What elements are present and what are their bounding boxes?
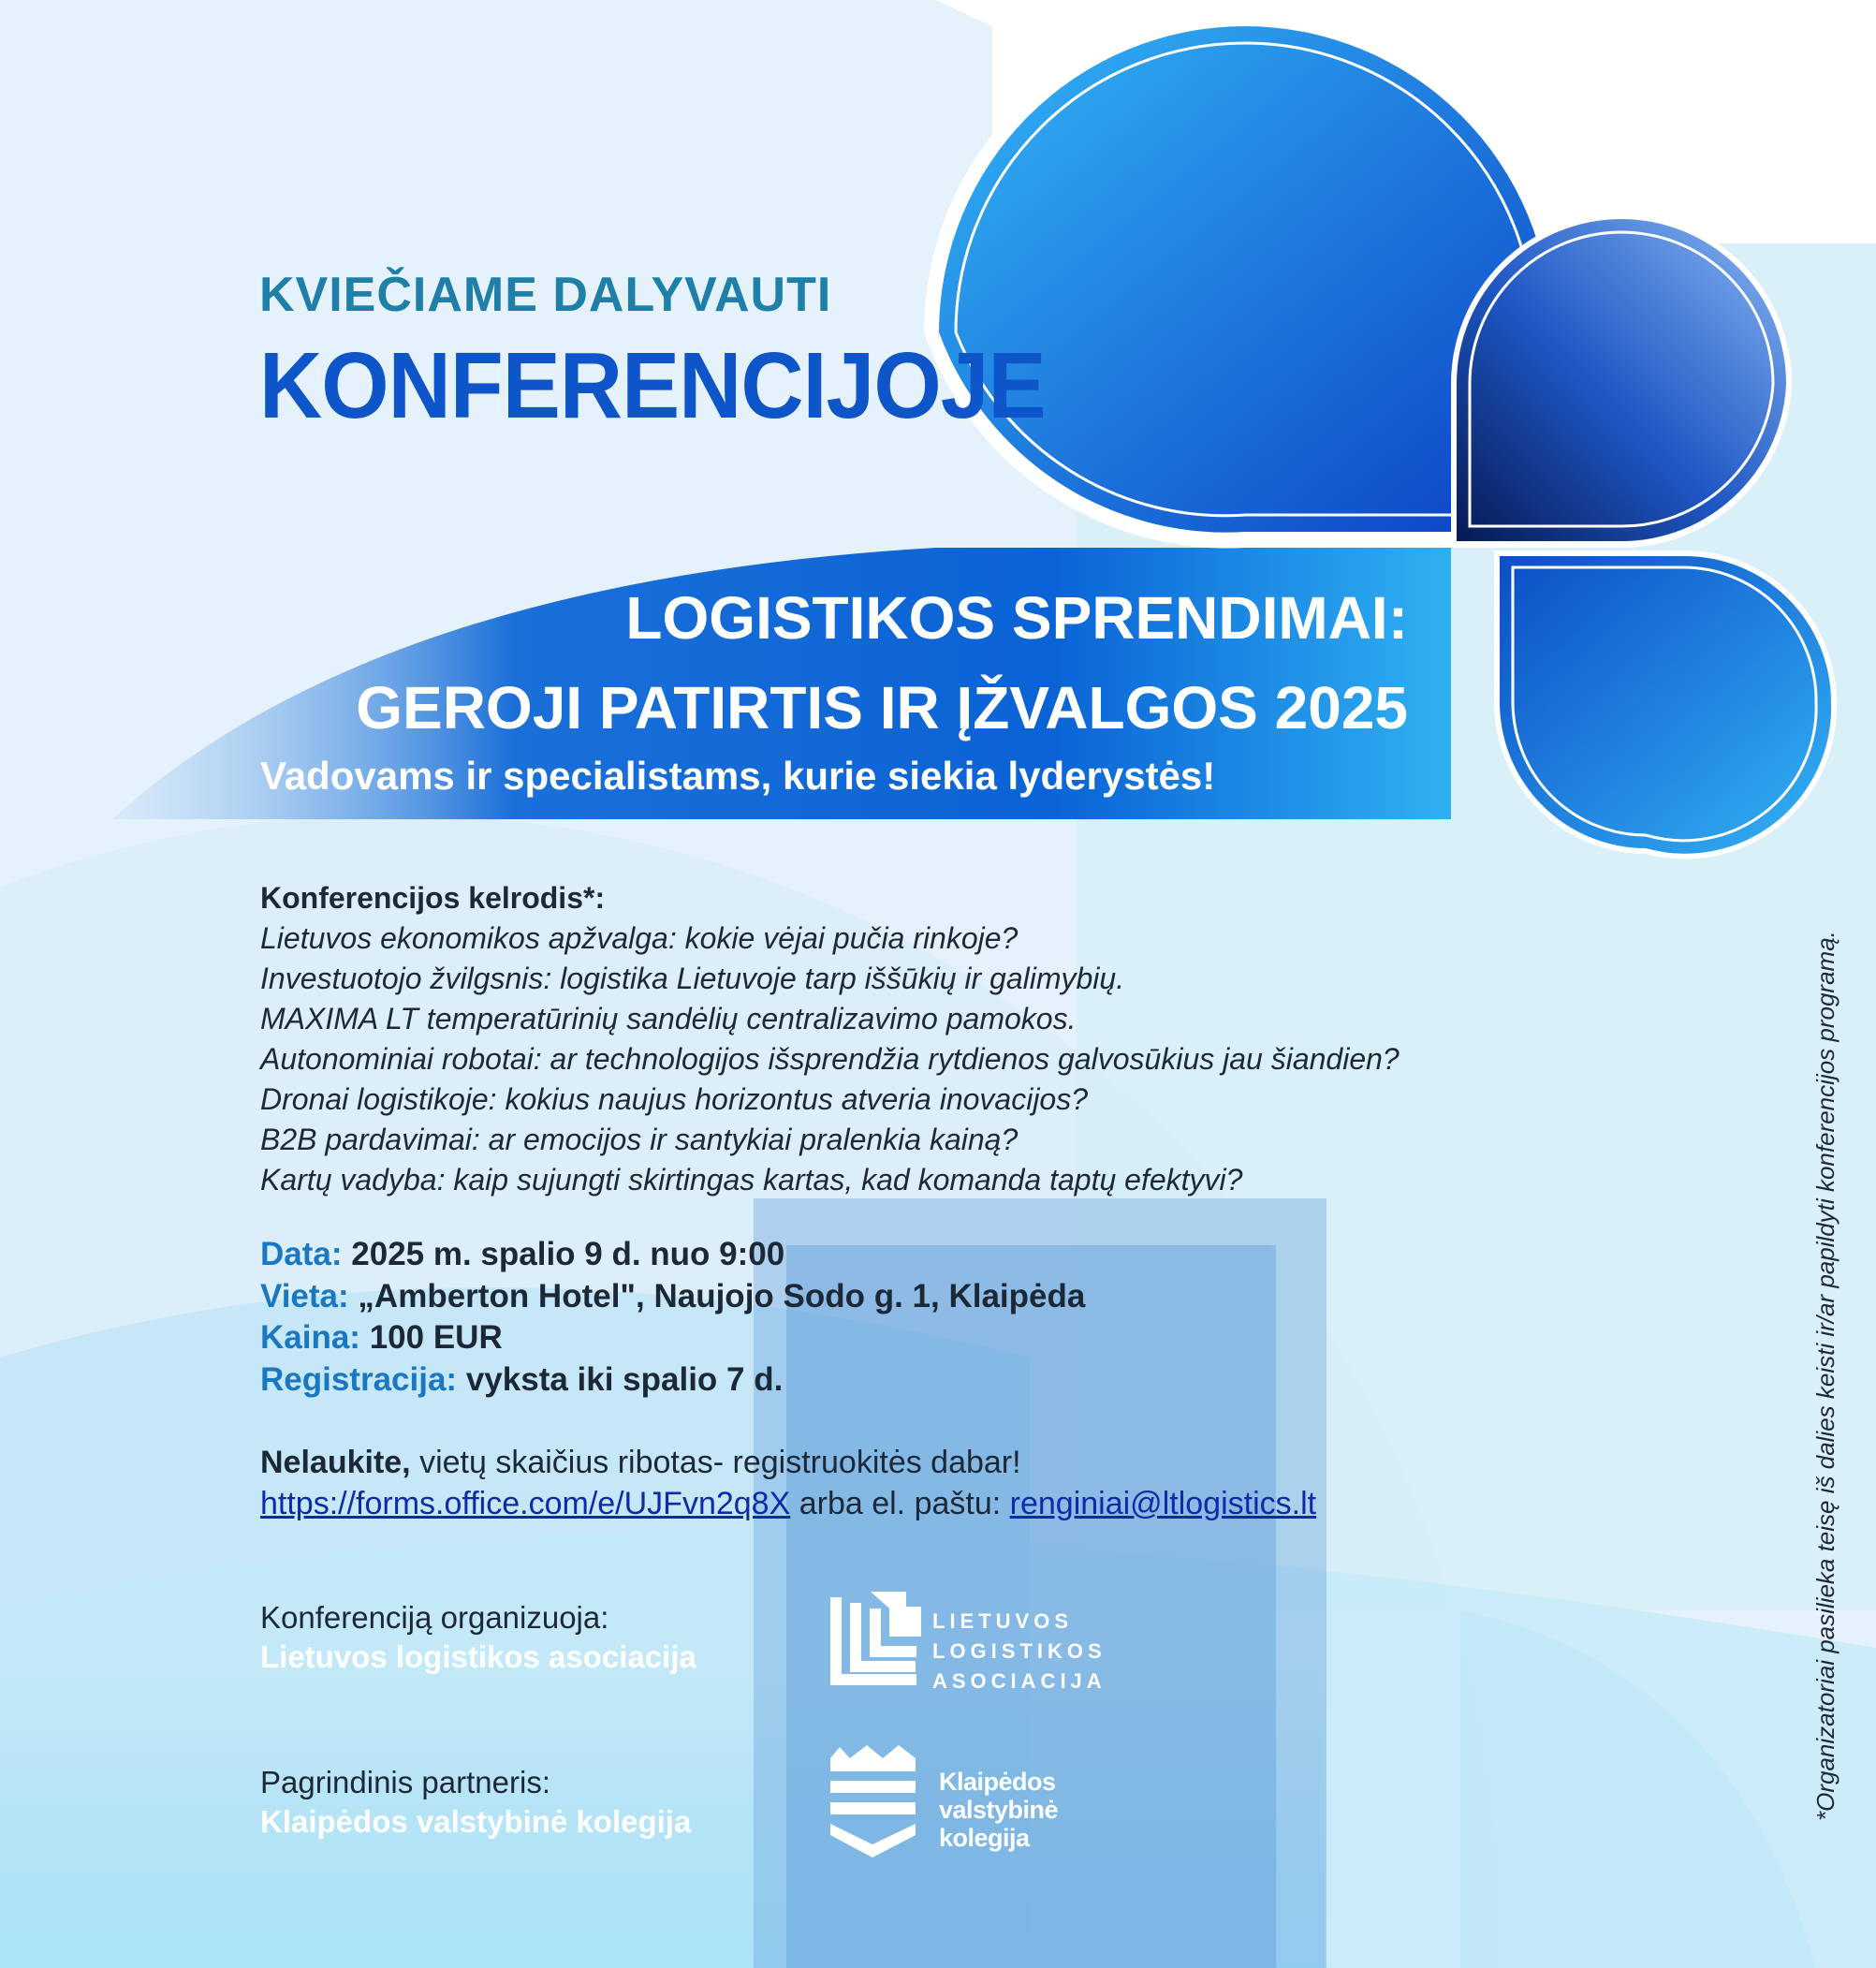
venue-row	[260, 1276, 1085, 1318]
registration-cta	[260, 1442, 1316, 1524]
banner-title-line1: LOGISTIKOS SPRENDIMAI:	[625, 584, 1408, 652]
registration-value: vyksta iki spalio 7 d.	[465, 1360, 784, 1398]
partner-block	[260, 1763, 691, 1842]
cta-line	[260, 1442, 1316, 1483]
price-label: Kaina:	[260, 1319, 360, 1356]
organizer-block	[260, 1598, 696, 1677]
registration-row	[260, 1359, 1085, 1402]
partner-label: Pagrindinis partneris:	[260, 1765, 550, 1799]
event-info	[260, 1234, 1085, 1401]
kvk-logo-text	[939, 1768, 1058, 1852]
date-label: Data:	[260, 1236, 343, 1272]
venue-label: Vieta:	[260, 1277, 349, 1314]
date-row	[260, 1234, 1085, 1276]
registration-form-link[interactable]: https://forms.office.com/e/UJFvn2q8X	[260, 1486, 791, 1521]
kvk-logo-line: Klaipėdos	[939, 1768, 1056, 1796]
email-link[interactable]: renginiai@ltlogistics.lt	[1009, 1486, 1317, 1521]
date-value: 2025 m. spalio 9 d. nuo 9:00	[351, 1236, 785, 1272]
lla-logo-line: LIETUVOS	[932, 1609, 1074, 1633]
conference-route	[260, 878, 1400, 1200]
route-item: Lietuvos ekonomikos apžvalga: kokie vėjai pučia rinkoje?	[260, 921, 1019, 955]
lla-logo-text	[932, 1607, 1107, 1696]
price-value: 100 EUR	[369, 1319, 503, 1356]
organizer-label: Konferenciją organizuoja:	[260, 1600, 609, 1635]
route-item: Dronai logistikoje: kokius naujus horizontus atveria inovacijos?	[260, 1082, 1089, 1116]
route-title: Konferencijos kelrodis*:	[260, 881, 606, 915]
invite-heading: KVIEČIAME DALYVAUTI	[259, 268, 832, 322]
lla-logo-line: LOGISTIKOS	[932, 1639, 1107, 1663]
lla-logo-line: ASOCIACIJA	[932, 1669, 1107, 1693]
venue-value: „Amberton Hotel", Naujojo Sodo g. 1, Klaipėda	[358, 1277, 1086, 1314]
kvk-logo-line: valstybinė	[939, 1796, 1059, 1824]
registration-label: Registracija:	[260, 1360, 458, 1398]
partner-name: Klaipėdos valstybinė kolegija	[260, 1804, 692, 1839]
route-item: Kartų vadyba: kaip sujungti skirtingas kartas, kad komanda taptų efektyvi?	[260, 1163, 1243, 1197]
cta-bold: Nelaukite,	[260, 1445, 411, 1480]
route-item: Autonominiai robotai: ar technologijos išsprendžia rytdienos galvosūkius jau šiandien?	[260, 1042, 1400, 1076]
conference-heading: KONFERENCIJOJE	[259, 333, 1046, 438]
organizer-name: Lietuvos logistikos asociacija	[260, 1639, 696, 1674]
route-item: B2B pardavimai: ar emocijos ir santykiai pralenkia kainą?	[260, 1123, 1019, 1156]
side-disclaimer: *Organizatoriai pasilieka teisę iš dalies keisti ir/ar papildyti konferencijos programą.	[1811, 931, 1839, 1821]
cta-text: vietų skaičius ribotas- registruokitės dabar!	[419, 1445, 1021, 1480]
kvk-logo-line: kolegija	[939, 1824, 1030, 1852]
route-item: MAXIMA LT temperatūrinių sandėlių centralizavimo pamokos.	[260, 1002, 1077, 1035]
route-item: Investuotojo žvilgsnis: logistika Lietuvoje tarp iššūkių ir galimybių.	[260, 962, 1125, 995]
cta-links	[260, 1483, 1316, 1524]
banner-title-line2: GEROJI PATIRTIS IR ĮŽVALGOS 2025	[356, 674, 1408, 742]
banner-subtitle: Vadovams ir specialistams, kurie siekia lyderystės!	[260, 754, 1216, 798]
price-row	[260, 1317, 1085, 1359]
or-email-text: arba el. paštu:	[799, 1486, 1002, 1521]
